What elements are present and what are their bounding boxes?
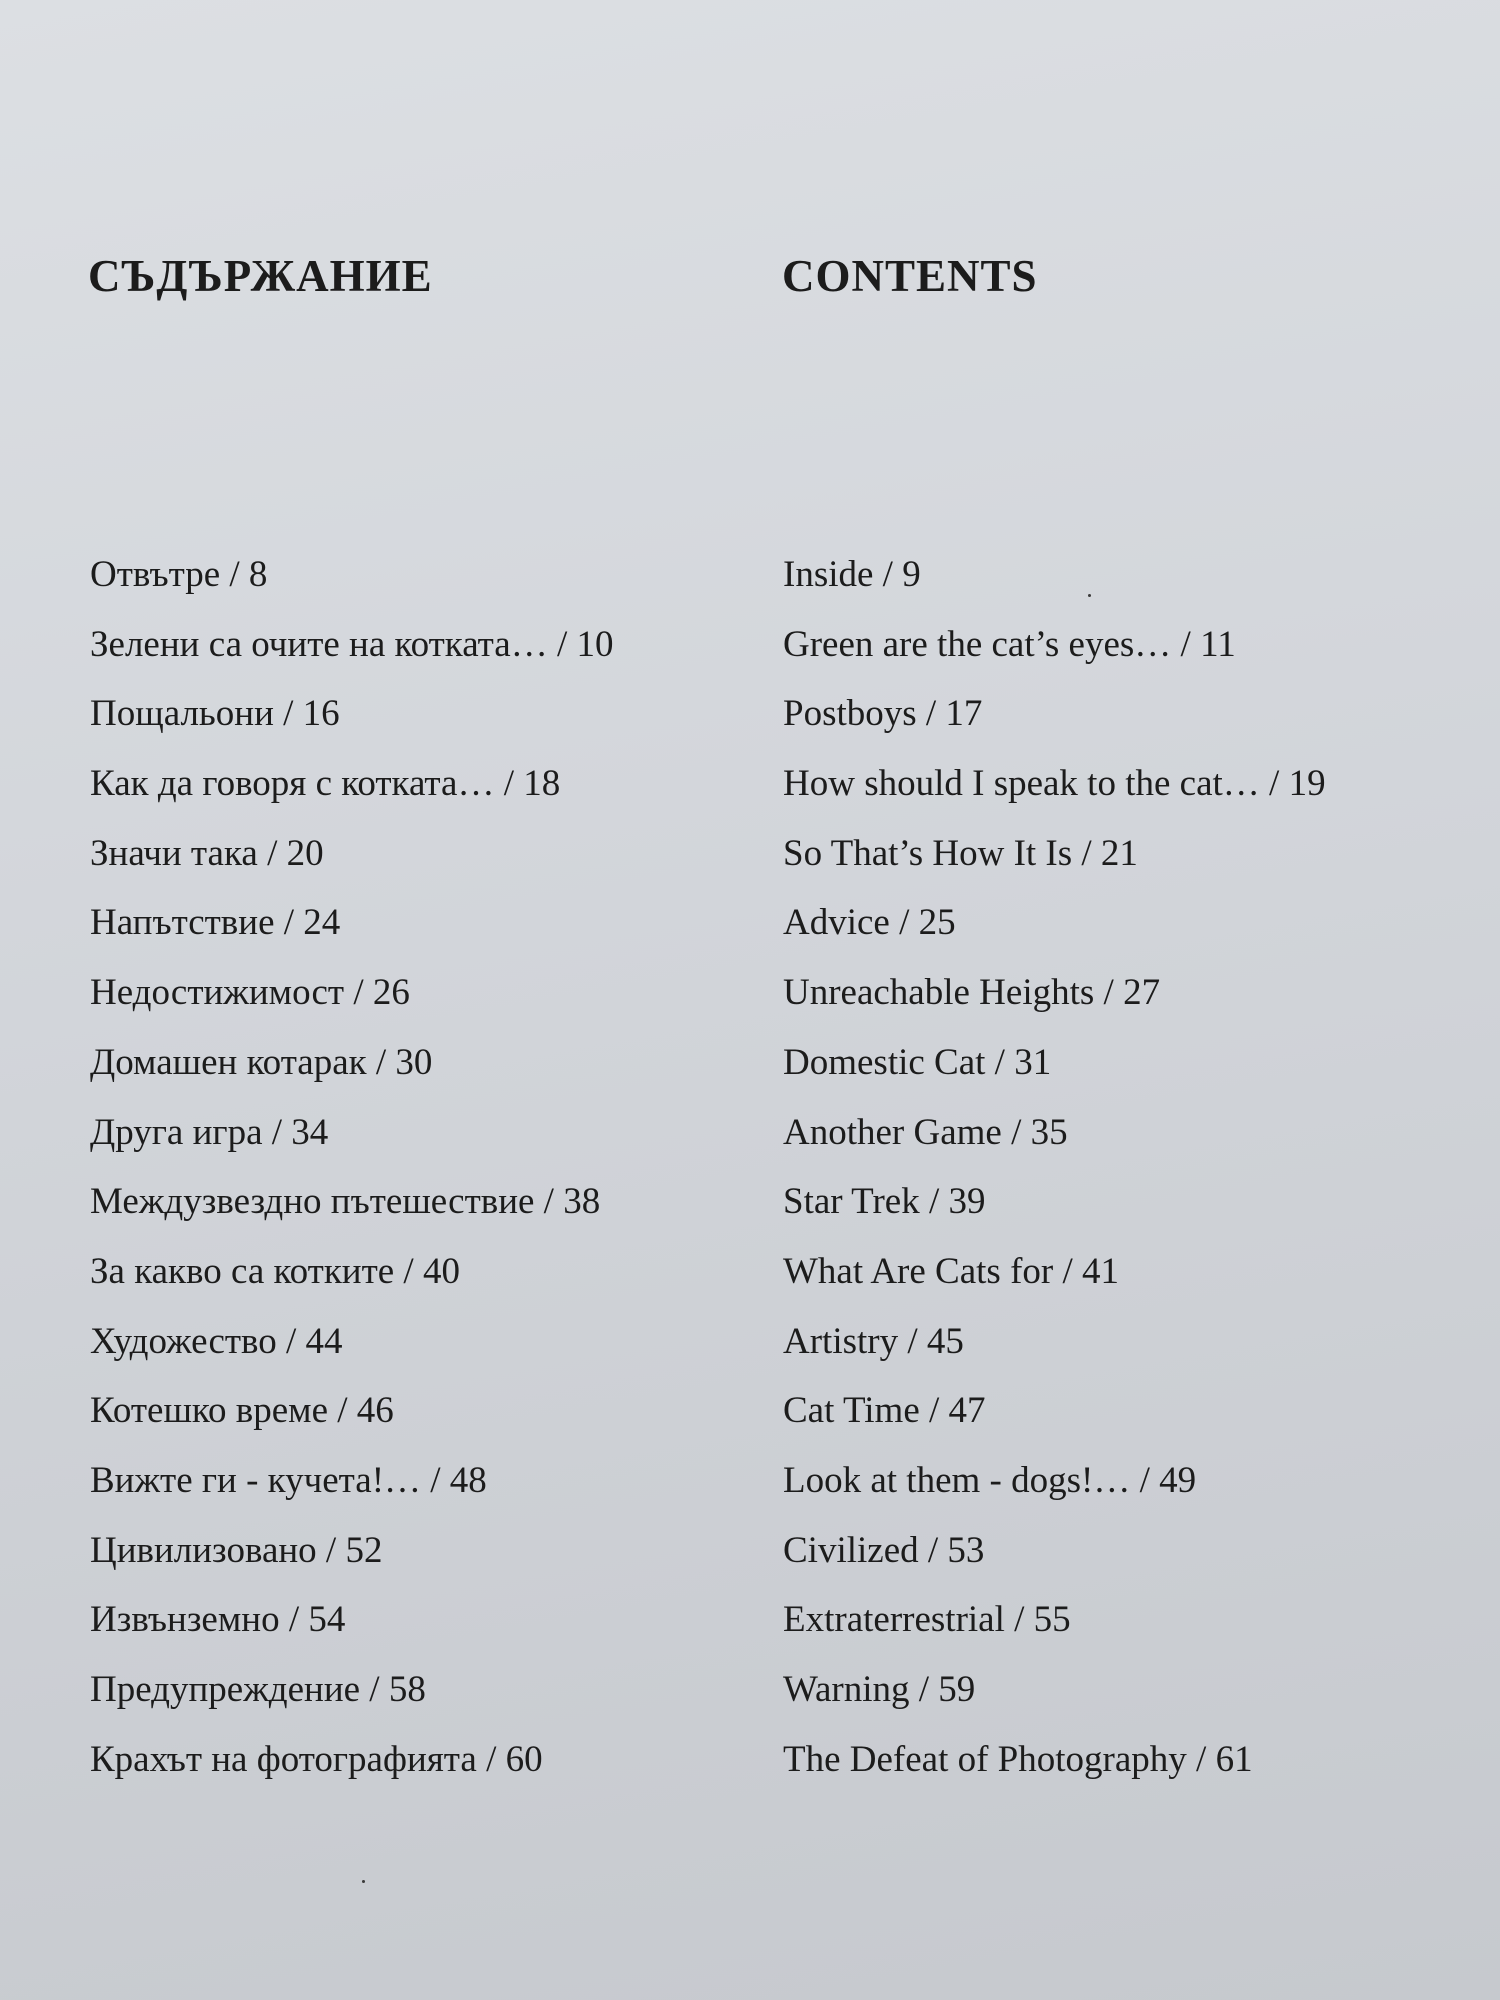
contents-entry: Domestic Cat / 31 [783, 1041, 1052, 1083]
contents-entry: Междузвездно пътешествие / 38 [90, 1181, 601, 1223]
contents-entry: Котешко време / 46 [90, 1390, 394, 1432]
paper-speck [1088, 594, 1091, 597]
contents-entry: Extraterrestrial / 55 [783, 1599, 1071, 1641]
contents-entry: За какво са котките / 40 [90, 1250, 460, 1292]
contents-entry: Postboys / 17 [783, 693, 983, 735]
contents-entry: Green are the cat’s eyes… / 11 [783, 623, 1236, 665]
contents-entry: Artistry / 45 [783, 1320, 964, 1362]
contents-entry: Извънземно / 54 [90, 1599, 346, 1641]
bulgarian-contents-title: СЪДЪРЖАНИЕ [88, 251, 433, 301]
contents-entry: Inside / 9 [783, 554, 921, 595]
english-contents-list [783, 545, 1326, 1799]
contents-entry: Художество / 44 [90, 1320, 343, 1362]
contents-entry: So That’s How It Is / 21 [783, 832, 1138, 874]
contents-entry: Зелени са очите на котката… / 10 [90, 623, 614, 665]
contents-entry: Предупреждение / 58 [90, 1669, 426, 1710]
contents-entry: Отвътре / 8 [90, 554, 268, 595]
bulgarian-contents-list [90, 545, 614, 1799]
contents-entry: Advice / 25 [783, 902, 956, 944]
contents-entry: Домашен котарак / 30 [90, 1041, 433, 1083]
contents-entry: Крахът на фотографията / 60 [90, 1738, 543, 1780]
contents-entry: Cat Time / 47 [783, 1390, 986, 1432]
contents-entry: Значи така / 20 [90, 832, 324, 874]
english-contents-title: CONTENTS [782, 251, 1038, 301]
contents-entry: Another Game / 35 [783, 1111, 1068, 1153]
contents-entry: The Defeat of Photography / 61 [783, 1738, 1253, 1780]
contents-entry: Вижте ги - кучета!… / 48 [90, 1459, 487, 1501]
contents-entry: Star Trek / 39 [783, 1181, 986, 1223]
contents-entry: Пощальони / 16 [90, 693, 340, 735]
contents-entry: Напътствие / 24 [90, 902, 341, 944]
contents-entry: Look at them - dogs!… / 49 [783, 1459, 1197, 1501]
contents-entry: Цивилизовано / 52 [90, 1529, 383, 1571]
contents-entry: Warning / 59 [783, 1669, 976, 1710]
contents-entry: What Are Cats for / 41 [783, 1250, 1119, 1292]
paper-speck [362, 1880, 365, 1883]
contents-entry: Civilized / 53 [783, 1529, 985, 1571]
contents-entry: Как да говоря с котката… / 18 [90, 763, 561, 805]
contents-entry: Unreachable Heights / 27 [783, 972, 1161, 1014]
contents-entry: How should I speak to the cat… / 19 [783, 763, 1326, 805]
contents-entry: Недостижимост / 26 [90, 972, 410, 1014]
contents-entry: Друга игра / 34 [90, 1111, 329, 1153]
